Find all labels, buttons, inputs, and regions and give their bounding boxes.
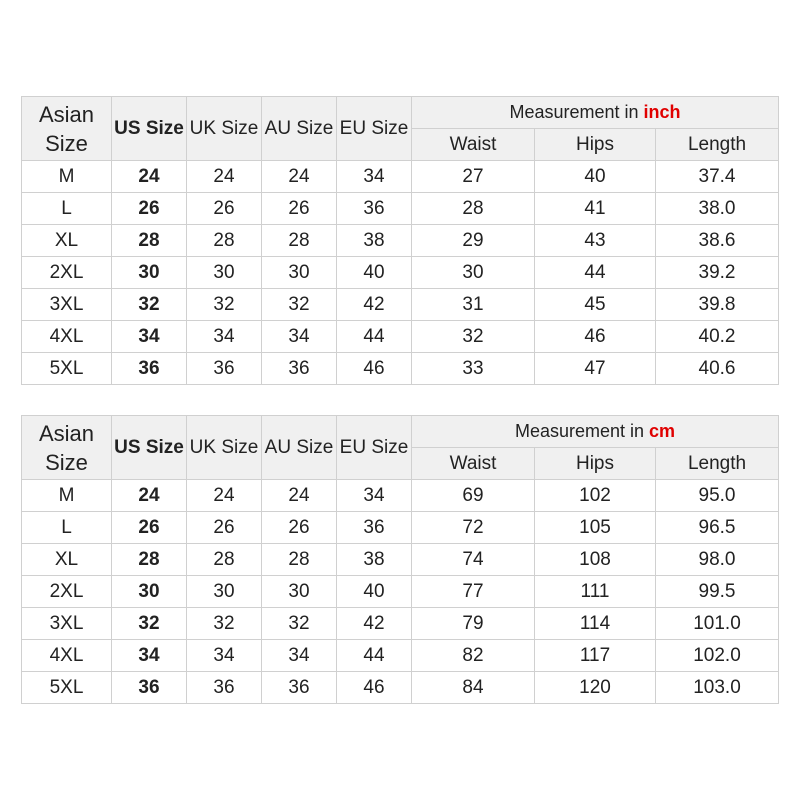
cell-asian: XL <box>22 225 112 257</box>
cell-hips: 47 <box>535 353 656 385</box>
cell-eu: 36 <box>337 512 412 544</box>
cell-eu: 34 <box>337 480 412 512</box>
cell-hips: 120 <box>535 672 656 704</box>
cell-waist: 32 <box>412 321 535 353</box>
header-length: Length <box>656 129 779 161</box>
cell-au: 30 <box>262 576 337 608</box>
cell-hips: 114 <box>535 608 656 640</box>
cell-eu: 38 <box>337 225 412 257</box>
cell-uk: 26 <box>187 193 262 225</box>
header-hips: Hips <box>535 129 656 161</box>
table-row <box>22 480 779 512</box>
cell-asian: L <box>22 193 112 225</box>
measurement-prefix: Measurement in <box>514 421 650 441</box>
cell-waist: 72 <box>412 512 535 544</box>
cell-waist: 29 <box>412 225 535 257</box>
table-row <box>22 289 779 321</box>
cell-eu: 40 <box>337 257 412 289</box>
cell-waist: 28 <box>412 193 535 225</box>
header-hips: Hips <box>535 448 656 480</box>
measurement-header <box>412 416 779 448</box>
table-row <box>22 353 779 385</box>
header-asian-size: Asian Size <box>22 416 112 480</box>
cell-uk: 32 <box>187 608 262 640</box>
measurement-unit: cm <box>649 421 676 441</box>
cell-eu: 40 <box>337 576 412 608</box>
cell-us: 34 <box>112 640 187 672</box>
cell-us: 36 <box>112 672 187 704</box>
cell-length: 99.5 <box>656 576 779 608</box>
header-eu-size: EU Size <box>337 97 412 161</box>
cell-us: 34 <box>112 321 187 353</box>
cell-au: 28 <box>262 544 337 576</box>
cell-hips: 45 <box>535 289 656 321</box>
cell-eu: 44 <box>337 321 412 353</box>
cell-eu: 46 <box>337 353 412 385</box>
table-row <box>22 321 779 353</box>
header-uk-size: UK Size <box>187 97 262 161</box>
cell-uk: 24 <box>187 161 262 193</box>
cell-hips: 108 <box>535 544 656 576</box>
measurement-unit: inch <box>643 102 681 122</box>
cell-length: 101.0 <box>656 608 779 640</box>
cell-eu: 36 <box>337 193 412 225</box>
table-row <box>22 257 779 289</box>
cell-waist: 31 <box>412 289 535 321</box>
cell-au: 24 <box>262 161 337 193</box>
cell-uk: 28 <box>187 544 262 576</box>
table-row <box>22 640 779 672</box>
cell-hips: 105 <box>535 512 656 544</box>
cell-hips: 43 <box>535 225 656 257</box>
cell-uk: 36 <box>187 672 262 704</box>
header-asian-size: Asian Size <box>22 97 112 161</box>
header-au-size: AU Size <box>262 97 337 161</box>
cell-waist: 79 <box>412 608 535 640</box>
cell-eu: 42 <box>337 608 412 640</box>
cell-us: 32 <box>112 608 187 640</box>
cell-waist: 30 <box>412 257 535 289</box>
cell-au: 32 <box>262 289 337 321</box>
cell-au: 24 <box>262 480 337 512</box>
cell-asian: 3XL <box>22 608 112 640</box>
measurement-prefix: Measurement in <box>509 102 644 122</box>
cell-length: 39.8 <box>656 289 779 321</box>
cell-au: 26 <box>262 193 337 225</box>
cell-uk: 28 <box>187 225 262 257</box>
cell-length: 103.0 <box>656 672 779 704</box>
cell-uk: 26 <box>187 512 262 544</box>
cell-waist: 69 <box>412 480 535 512</box>
cell-waist: 74 <box>412 544 535 576</box>
cell-asian: 5XL <box>22 672 112 704</box>
cell-au: 32 <box>262 608 337 640</box>
cell-waist: 82 <box>412 640 535 672</box>
cell-length: 39.2 <box>656 257 779 289</box>
cell-au: 34 <box>262 321 337 353</box>
header-waist: Waist <box>412 129 535 161</box>
cell-asian: XL <box>22 544 112 576</box>
cell-eu: 34 <box>337 161 412 193</box>
table-row <box>22 576 779 608</box>
cell-asian: 4XL <box>22 321 112 353</box>
cell-uk: 24 <box>187 480 262 512</box>
cell-hips: 44 <box>535 257 656 289</box>
cell-asian: 3XL <box>22 289 112 321</box>
cell-waist: 77 <box>412 576 535 608</box>
cell-uk: 30 <box>187 576 262 608</box>
cell-asian: M <box>22 161 112 193</box>
cell-length: 40.2 <box>656 321 779 353</box>
cell-eu: 38 <box>337 544 412 576</box>
cell-us: 24 <box>112 480 187 512</box>
cell-hips: 46 <box>535 321 656 353</box>
table-row <box>22 544 779 576</box>
table-row <box>22 193 779 225</box>
header-waist: Waist <box>412 448 535 480</box>
cell-au: 36 <box>262 672 337 704</box>
cell-us: 30 <box>112 576 187 608</box>
cell-us: 28 <box>112 544 187 576</box>
cell-length: 96.5 <box>656 512 779 544</box>
cell-asian: M <box>22 480 112 512</box>
cell-eu: 42 <box>337 289 412 321</box>
cell-hips: 111 <box>535 576 656 608</box>
cell-asian: 2XL <box>22 576 112 608</box>
cell-length: 37.4 <box>656 161 779 193</box>
cell-uk: 34 <box>187 321 262 353</box>
size-chart-cm <box>21 415 779 704</box>
size-chart-inch <box>21 96 779 385</box>
cell-asian: 2XL <box>22 257 112 289</box>
header-length: Length <box>656 448 779 480</box>
table-row <box>22 608 779 640</box>
cell-eu: 46 <box>337 672 412 704</box>
cell-asian: L <box>22 512 112 544</box>
cell-length: 38.6 <box>656 225 779 257</box>
table-row <box>22 161 779 193</box>
cell-length: 102.0 <box>656 640 779 672</box>
cell-length: 95.0 <box>656 480 779 512</box>
cell-length: 38.0 <box>656 193 779 225</box>
cell-au: 36 <box>262 353 337 385</box>
cell-waist: 27 <box>412 161 535 193</box>
table-row <box>22 225 779 257</box>
cell-waist: 33 <box>412 353 535 385</box>
cell-uk: 36 <box>187 353 262 385</box>
cell-us: 26 <box>112 512 187 544</box>
cell-us: 26 <box>112 193 187 225</box>
header-uk-size: UK Size <box>187 416 262 480</box>
header-us-size: US Size <box>112 416 187 480</box>
cell-asian: 4XL <box>22 640 112 672</box>
cell-hips: 40 <box>535 161 656 193</box>
header-au-size: AU Size <box>262 416 337 480</box>
cell-hips: 117 <box>535 640 656 672</box>
cell-us: 28 <box>112 225 187 257</box>
cell-us: 30 <box>112 257 187 289</box>
cell-eu: 44 <box>337 640 412 672</box>
cell-au: 28 <box>262 225 337 257</box>
cell-us: 32 <box>112 289 187 321</box>
measurement-header <box>412 97 779 129</box>
cell-us: 36 <box>112 353 187 385</box>
cell-length: 40.6 <box>656 353 779 385</box>
cell-uk: 30 <box>187 257 262 289</box>
cell-length: 98.0 <box>656 544 779 576</box>
cell-us: 24 <box>112 161 187 193</box>
table-row <box>22 672 779 704</box>
cell-uk: 32 <box>187 289 262 321</box>
table-row <box>22 512 779 544</box>
cell-waist: 84 <box>412 672 535 704</box>
header-us-size: US Size <box>112 97 187 161</box>
cell-au: 26 <box>262 512 337 544</box>
cell-uk: 34 <box>187 640 262 672</box>
cell-au: 34 <box>262 640 337 672</box>
cell-hips: 102 <box>535 480 656 512</box>
cell-hips: 41 <box>535 193 656 225</box>
cell-au: 30 <box>262 257 337 289</box>
cell-asian: 5XL <box>22 353 112 385</box>
header-eu-size: EU Size <box>337 416 412 480</box>
